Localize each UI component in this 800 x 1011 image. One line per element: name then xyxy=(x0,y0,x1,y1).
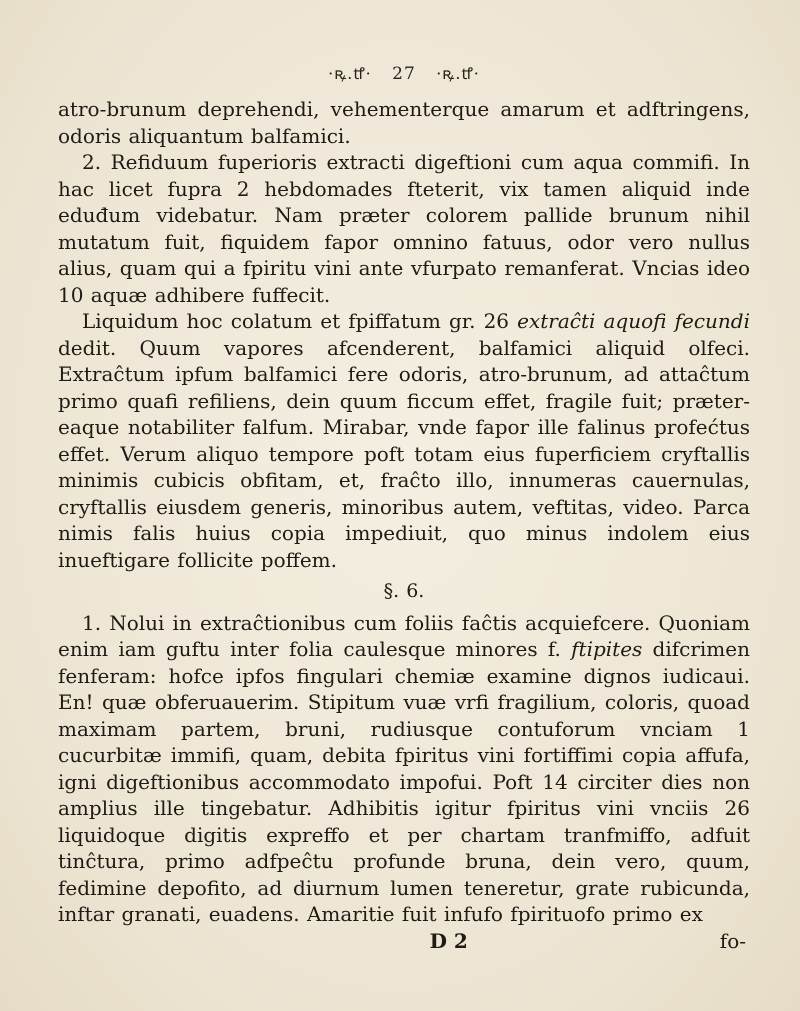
paragraph-liquidum xyxy=(58,308,750,573)
section-heading: §. 6. xyxy=(383,580,425,602)
paragraph-liquidum-b: dedit. Quum vapores afcenderent, balfamici aliquid olfeci. Extraĉtum ipfum balfamici fere odoris, atro-brunum, ad attaĉtum primo quafi refiliens, dein quum ficcum effet, fragile fuit; præter-eaque notabiliter falfum. Mirabar, vnde fapor ille falinus profećtus effet. Verum aliquo tempore poft totam eius fuperficiem cryftallis minimis cubicis obfitam, et, fraĉto illo, innumeras cauernulas, cryftallis eiusdem generis, minoribus autem, veftitas, video. Parca nimis falis huius copia impediuit, quo minus indolem eius inueftigare follicite poffem. xyxy=(58,335,750,572)
paragraph-section-6-a: 1. Nolui in extraĉtionibus cum foliis faĉtis acquiefcere. Quoniam enim iam guftu inter folia caulesque minores f. xyxy=(58,610,750,661)
paragraph-liquidum-italic: extraĉti aquofi fecundi xyxy=(517,309,750,333)
paragraph-liquidum-a: Liquidum hoc colatum et fpiffatum gr. 26 xyxy=(82,309,518,333)
running-head xyxy=(58,62,750,92)
paragraph-2: 2. Refiduum fuperioris extracti digeftioni cum aqua commifi. In hac licet fupra 2 hebdomades fteterit, vix tamen aliquid inde eduđum videbatur. Nam præter colorem pallide brunum nihil mutatum fuit, fiquidem fapor omnino fatuus, odor vero nullus alius, quam qui a fpiritu vini ante vfurpato remanferat. Vncias ideo 10 aquæ adhibere fuffecit. xyxy=(58,150,750,307)
ornament-right: ·ꝶ.ꝷ· xyxy=(436,64,480,83)
body-text xyxy=(58,96,750,928)
ornament-left: ·ꝶ.ꝷ· xyxy=(328,64,372,83)
paragraph-section-6 xyxy=(58,610,750,928)
paragraph-section-6-italic: ftipites xyxy=(571,637,643,661)
paragraph-section-6-b: difcrimen fenferam: hofce ipfos fingulari chemiæ examine dignos iudicaui. En! quæ obferuauerim. Stipitum vuæ vrfi fragilium, coloris, quoad maximam partem, bruni, rudiusque contuforum vnciam 1 cucurbitæ immifi, quam, debita fpiritus vini fortiffimi copia affufa, igni digeftionibus accommodato impofui. Poft 14 circiter dies non amplius ille tingebatur. Adhibitis igitur fpiritus vini vnciis 26 liquidoque digitis expreffo et per chartam tranfmiffo, adfuit tinĉtura, primo adfpeĉtu profunde bruna, dein vero, quum, fedimine depofito, ad diurnum lumen teneretur, grate rubicunda, inftar granati, euadens. Amaritie fuit infufo fpirituofo primo ex xyxy=(58,637,750,926)
signature-mark: D 2 xyxy=(429,928,468,953)
page-number: 27 xyxy=(392,64,416,84)
page-footer xyxy=(58,928,750,954)
paragraph-continuation: atro-brunum deprehendi, vehementerque amarum et adftringens, odoris aliquantum balfamici. xyxy=(58,97,750,148)
catchword: fo- xyxy=(719,928,746,953)
